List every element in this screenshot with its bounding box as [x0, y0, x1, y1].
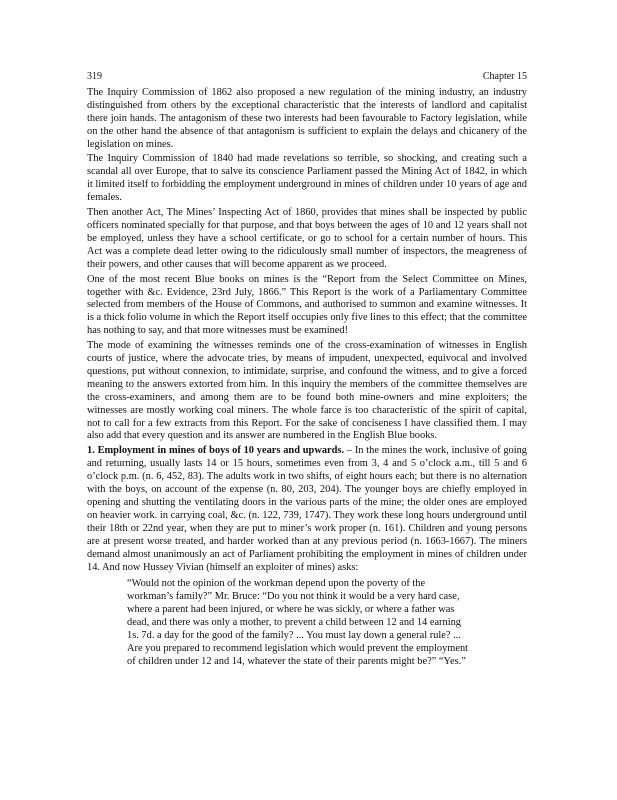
page-number: 319: [87, 71, 102, 82]
paragraph: One of the most recent Blue books on mines is the “Report from the Select Committee on Mines, together with &c. Evidence, 23rd July, 1866.” This Report is the work of a Parliamentary Committee selected from members of the House of Commons, and authorised to summon and examine witnesses. It is a thick folio volume in which the Report itself occupies only five lines to this effect; that the committee has nothing to say, and that more witnesses must be examined!: [87, 273, 527, 337]
block-quote: [127, 578, 499, 668]
document-page: [87, 71, 527, 669]
page-header: [87, 71, 527, 84]
quote-line: workman’s family?” Mr. Bruce: “Do you not think it would be a very hard case,: [127, 591, 460, 603]
quote-line: dead, and there was only a mother, to prevent a child between 12 and 14 earning: [127, 617, 461, 629]
chapter-label: Chapter 15: [482, 71, 527, 82]
paragraph: The Inquiry Commission of 1840 had made revelations so terrible, so shocking, and creating such a scandal all over Europe, that to salve its conscience Parliament passed the Mining Act of 1842, in which it limited itself to forbidding the employment underground in mines of children under 10 years of age and females.: [87, 153, 527, 204]
quote-line: of children under 12 and 14, whatever the state of their parents might be?” “Yes.”: [127, 655, 466, 667]
quote-line: 1s. 7d. a day for the good of the family? ... You must lay down a general rule? ...: [127, 630, 461, 642]
paragraph: Then another Act, The Mines’ Inspecting Act of 1860, provides that mines shall be inspected by public officers nominated specially for that purpose, and that boys between the ages of 10 and 12 years shall not be employed, unless they have a school certificate, or go to school for a certain number of hours. This Act was a complete dead letter owing to the ridiculously small number of inspectors, the meagreness of their powers, and other causes that will become apparent as we proceed.: [87, 207, 527, 270]
section-paragraph: [87, 445, 527, 574]
quote-line: Are you prepared to recommend legislation which would prevent the employment: [127, 642, 469, 654]
paragraph: The mode of examining the witnesses reminds one of the cross-examination of witnesses in English courts of justice, where the advocate tries, by means of impudent, unexpected, equivocal and involved questions, put without connexion, to intimidate, surprise, and confound the witness, and to give a forced meaning to the answers extorted from him. In this inquiry the members of the committee themselves are the cross-examiners, and among them are to be found both mine-owners and mine exploiters; the witnesses are mostly working coal miners. The whole farce is too characteristic of the spirit of capital, not to call for a few extracts from this Report. For the sake of conciseness I have classified them. I may also add that every question and its answer are numbered in the English Blue books.: [87, 340, 527, 442]
quote-line: where a parent had been injured, or where he was sickly, or where a father was: [127, 604, 455, 616]
quote-line: “Would not the opinion of the workman depend upon the poverty of the: [127, 578, 426, 590]
section-heading: 1. Employment in mines of boys of 10 years and upwards.: [87, 445, 345, 457]
section-body: – In the mines the work, inclusive of going and returning, usually lasts 14 or 15 hours, sometimes even from 3, 4 and 5 o’clock a.m., till 5 and 6 o’clock p.m. (n. 6, 452, 83). The adults work in two shifts, of eight hours each; but there is no alternation with the boys, on account of the expense (n. 80, 203, 204). The younger boys are chiefly employed in opening and shutting the ventilating doors in the various parts of the mine; the older ones are employed on heavier work. in carrying coal, &c. (n. 122, 739, 1747). They work these long hours underground until their 18th or 22nd year, when they are put to miner’s work proper (n. 161). Children and young persons are at present worse treated, and harder worked than at any previous period (n. 1663-1667). The miners demand almost unanimously an act of Parliament prohibiting the employment in mines of children under 14. And now Hussey Vivian (himself an exploiter of mines) asks:: [87, 445, 527, 573]
paragraph: The Inquiry Commission of 1862 also proposed a new regulation of the mining industry, an industry distinguished from others by the exceptional characteristic that the interests of landlord and capitalist there join hands. The antagonism of these two interests had been favourable to Factory legislation, while on the other hand the absence of that antagonism is sufficient to explain the delays and chicanery of the legislation on mines.: [87, 86, 527, 150]
